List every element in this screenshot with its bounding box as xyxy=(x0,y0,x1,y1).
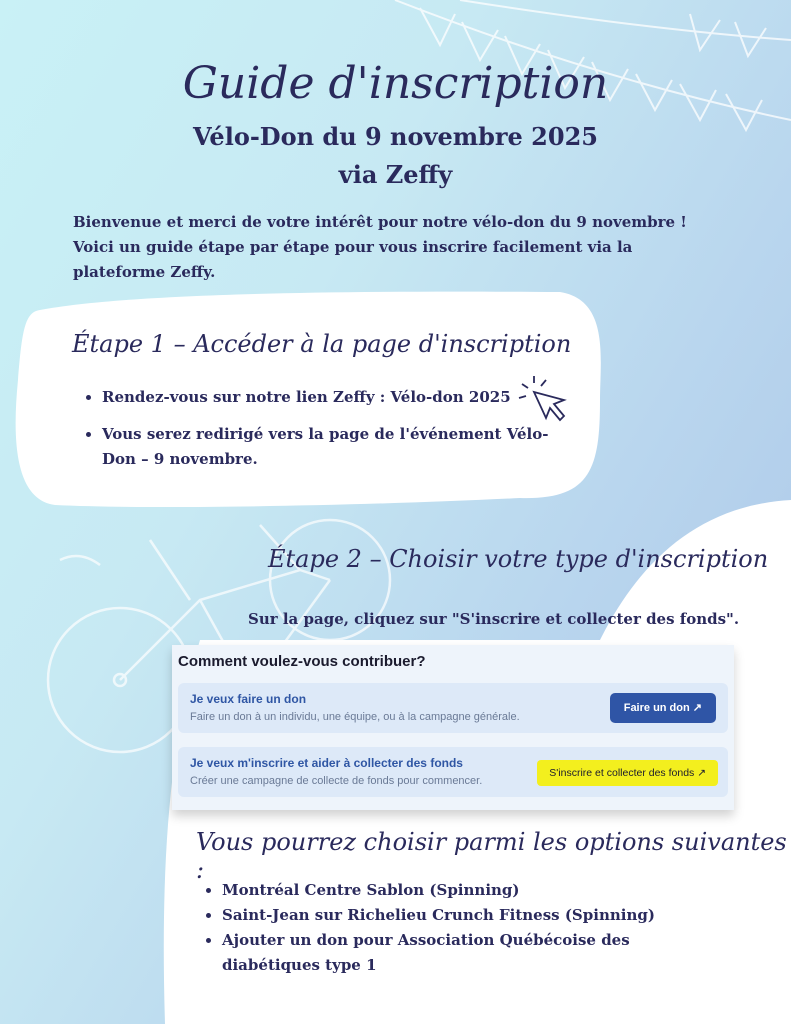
option-heading: Je veux m'inscrire et aider à collecter des fonds xyxy=(190,756,463,770)
step1-list xyxy=(80,385,572,472)
option-fundraise xyxy=(178,747,728,797)
donate-button[interactable]: Faire un don ↗ xyxy=(610,693,716,723)
page-subtitle-2: via Zeffy xyxy=(338,160,453,189)
step2-title: Étape 2 – Choisir votre type d'inscription xyxy=(268,545,769,573)
intro-text xyxy=(73,210,723,285)
page-subtitle: Vélo-Don du 9 novembre 2025 xyxy=(193,122,598,151)
page-title: Guide d'inscription xyxy=(182,58,609,109)
options-title: Vous pourrez choisir parmi les options suivantes : xyxy=(196,828,787,884)
option-heading: Je veux faire un don xyxy=(190,692,307,706)
step1-bullet[interactable]: • Rendez-vous sur notre lien Zeffy : Vélo-don 2025 xyxy=(102,385,572,410)
option-item: • Saint-Jean sur Richelieu Crunch Fitness (Spinning) xyxy=(222,903,692,928)
option-donate xyxy=(178,683,728,733)
option-item: • Montréal Centre Sablon (Spinning) xyxy=(222,878,692,903)
options-list xyxy=(200,878,692,978)
panel-title: Comment voulez-vous contribuer? xyxy=(178,653,426,670)
option-item: • Ajouter un don pour Association Québécoise des diabétiques type 1 xyxy=(222,928,692,978)
register-fundraise-button[interactable]: S'inscrire et collecter des fonds ↗ xyxy=(537,760,718,786)
step1-title: Étape 1 – Accéder à la page d'inscription xyxy=(72,330,572,358)
option-description: Faire un don à un individu, une équipe, ou à la campagne générale. xyxy=(190,711,520,723)
step2-instruction: Sur la page, cliquez sur "S'inscrire et collecter des fonds". xyxy=(248,610,740,628)
intro-line: plateforme Zeffy. xyxy=(73,263,216,281)
contribution-panel xyxy=(172,645,734,810)
intro-line: Voici un guide étape par étape pour vous inscrire facilement via la xyxy=(73,238,633,256)
intro-line: Bienvenue et merci de votre intérêt pour notre vélo-don du 9 novembre ! xyxy=(73,213,687,231)
step1-bullet: • Vous serez redirigé vers la page de l'événement Vélo-Don – 9 novembre. xyxy=(102,422,572,472)
option-description: Créer une campagne de collecte de fonds pour commencer. xyxy=(190,775,483,787)
